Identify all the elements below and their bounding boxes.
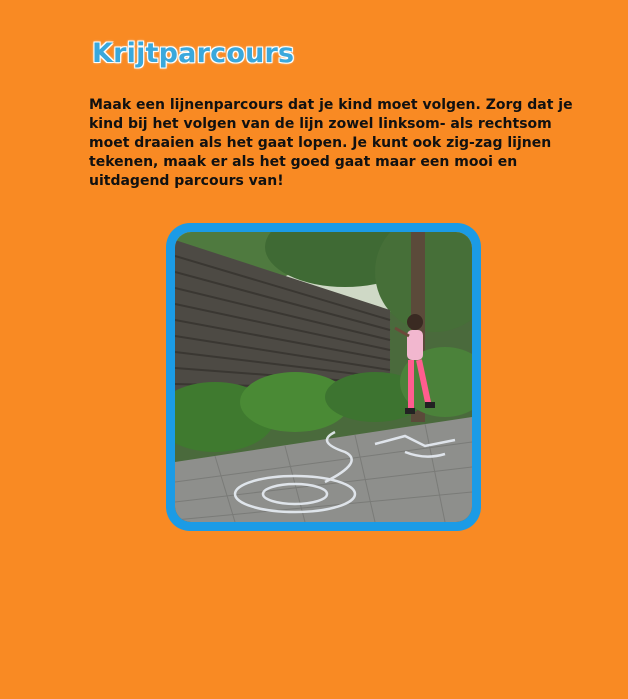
page-title: Krijtparcours [92, 38, 295, 69]
chalk-course-photo [175, 232, 472, 522]
photo-frame [166, 223, 481, 531]
instruction-paragraph: Maak een lijnenparcours dat je kind moet volgen. Zorg dat je kind bij het volgen van de lijn zowel linksom- als rechtsom moet draaien als het gaat lopen. Je kunt ook zig-zag lijnen tekenen, maak er als het goed gaat maar een mooi en uitdagend parcours van! [89, 97, 573, 189]
